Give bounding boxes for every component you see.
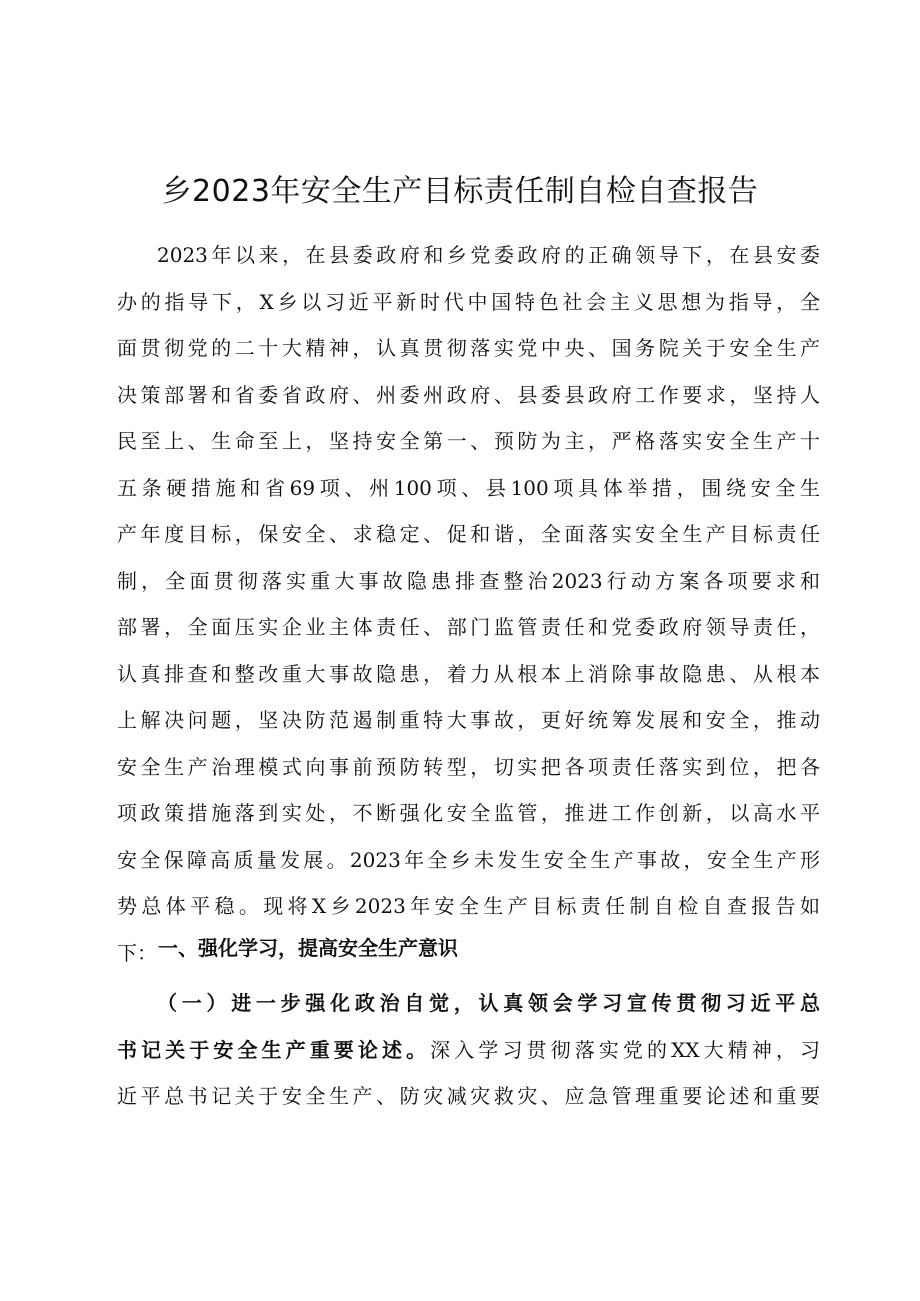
subsection-paragraph — [117, 980, 820, 1120]
paragraph-line: 决策部署和省委省政府、州委州政府、县委县政府工作要求，坚持人 — [117, 382, 820, 407]
paragraph-line: 项政策措施落到实处，不断强化安全监管，推进工作创新，以高水平 — [117, 801, 820, 825]
paragraph-line: 面贯彻党的二十大精神，认真贯彻落实党中央、国务院关于安全生产 — [117, 336, 820, 360]
intro-paragraph — [117, 232, 820, 976]
section-heading: 一、强化学习，提高安全生产意识 — [158, 936, 458, 960]
paragraph-text: 深入学习贯彻落实党的XX大精神，习 — [430, 1037, 820, 1062]
paragraph-line: 认真排查和整改重大事故隐患，着力从根本上消除事故隐患、从根本 — [117, 661, 820, 686]
paragraph-line: 产年度目标，保安全、求稳定、促和谐，全面落实安全生产目标责任 — [117, 522, 820, 546]
paragraph-line: 下： — [117, 940, 157, 965]
paragraph-line: 制，全面贯彻落实重大事故隐患排查整治2023行动方案各项要求和 — [117, 568, 820, 593]
paragraph-line: 势总体平稳。现将X乡2023年安全生产目标责任制自检自查报告如 — [117, 894, 820, 918]
paragraph-line: 近平总书记关于安全生产、防灾减灾救灾、应急管理重要论述和重要 — [117, 1084, 820, 1108]
paragraph-line: 五条硬措施和省69项、州100项、县100项具体举措，围绕安全生 — [117, 475, 820, 500]
document-title: 乡2023年安全生产目标责任制自检自查报告 — [161, 174, 759, 209]
subsection-heading-line: （一）进一步强化政治自觉，认真领会学习宣传贯彻习近平总 — [157, 991, 820, 1015]
paragraph-line: 安全生产治理模式向事前预防转型，切实把各项责任落实到位，把各 — [117, 754, 820, 779]
paragraph-line: 民至上、生命至上，坚持安全第一、预防为主，严格落实安全生产十 — [117, 429, 820, 453]
paragraph-line: 上解决问题，坚决防范遏制重特大事故，更好统筹发展和安全，推动 — [117, 708, 820, 732]
paragraph-line: 安全保障高质量发展。2023年全乡未发生安全生产事故，安全生产形 — [117, 847, 820, 872]
paragraph-line: 部署，全面压实企业主体责任、部门监管责任和党委政府领导责任， — [117, 615, 820, 639]
paragraph-line — [117, 1027, 820, 1074]
paragraph-line: 办的指导下，X乡以习近平新时代中国特色社会主义思想为指导，全 — [117, 289, 820, 314]
paragraph-line: 2023年以来，在县委政府和乡党委政府的正确领导下，在县安委 — [157, 243, 820, 267]
subsection-heading-tail: 书记关于安全生产重要论述。 — [117, 1037, 431, 1062]
